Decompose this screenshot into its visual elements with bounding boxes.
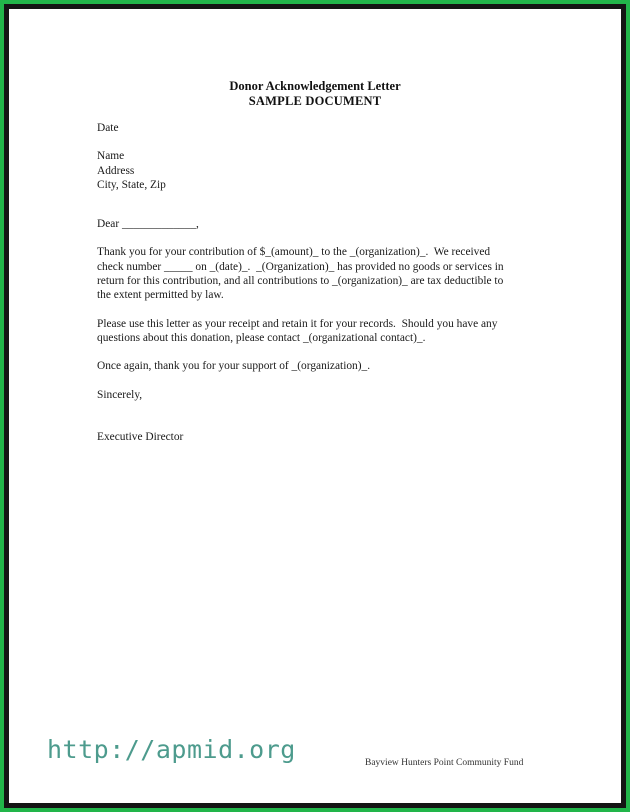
salutation: Dear _____________,: [97, 218, 199, 231]
watermark-link[interactable]: http://apmid.org: [47, 735, 296, 764]
letter-title: Donor Acknowledgement Letter: [229, 79, 401, 93]
paragraph-line: return for this contribution, and all contributions to _(organization)_ are tax deductible to: [97, 275, 504, 288]
date-line: Date: [97, 122, 119, 134]
paragraph-line: Thank you for your contribution of $_(amount)_ to the _(organization)_. We received: [97, 246, 491, 259]
recipient-address: Address: [97, 164, 135, 177]
letter-subtitle: SAMPLE DOCUMENT: [248, 94, 382, 108]
recipient-name: Name: [97, 150, 125, 163]
signature-title: Executive Director: [97, 430, 184, 443]
paragraph-once-again: Once again, thank you for your support of _(organization)_.: [97, 360, 371, 373]
recipient-city-state-zip: City, State, Zip: [97, 178, 166, 191]
paragraph-line: the extent permitted by law.: [97, 289, 224, 302]
paragraph-thanks: [97, 245, 537, 302]
letter-body: [97, 121, 537, 444]
paragraph-receipt: [97, 317, 537, 346]
paragraph-line: Please use this letter as your receipt and retain it for your records. Should you have any: [97, 317, 498, 330]
paragraph-line: questions about this donation, please contact _(organizational contact)_.: [97, 331, 426, 344]
footer-organization: Bayview Hunters Point Community Fund: [365, 758, 524, 768]
letter-header: [180, 79, 450, 109]
paragraph-line: check number _____ on _(date)_. _(Organization)_ has provided no goods or services in: [97, 260, 504, 273]
recipient-block: [97, 149, 537, 192]
closing: Sincerely,: [97, 388, 143, 401]
